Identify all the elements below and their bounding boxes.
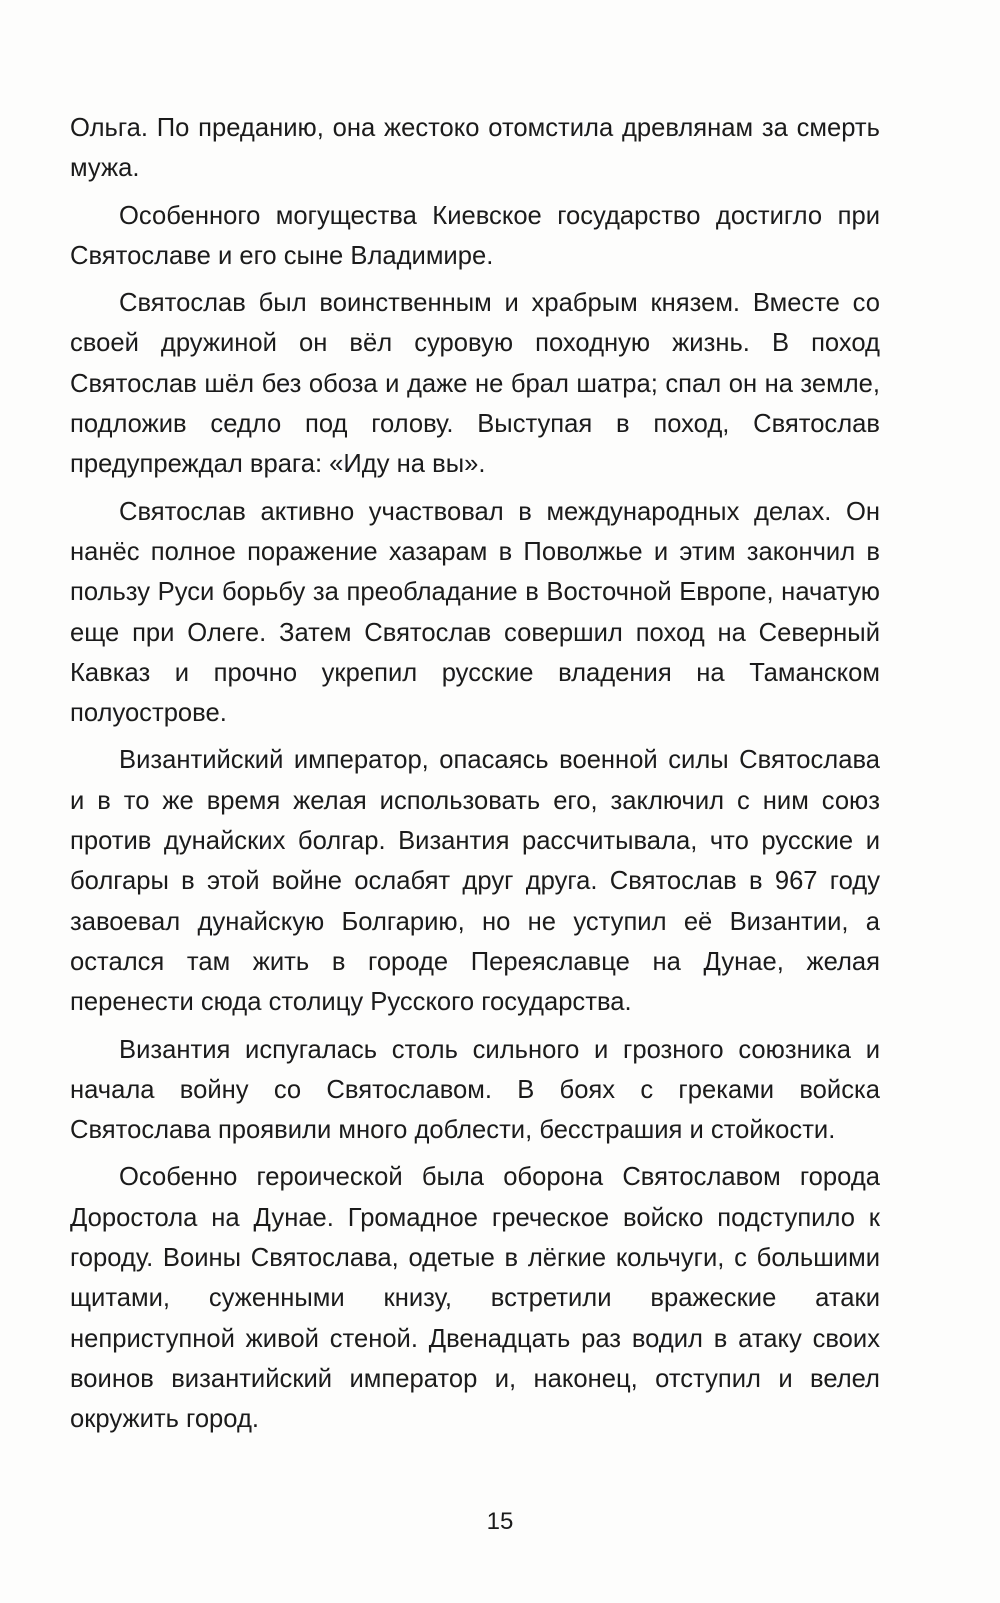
page-body-text [70,108,880,1447]
paragraph-5: Византийский император, опасаясь военной силы Святослава и в то же время желая использовать его, заключил с ним союз против дунайских болгар. Византия рассчитывала, что русские и болгары в этой войне ослабят друг друга. Святослав в 967 году завоевал дунайскую Болгарию, но не уступил её Византии, а остался там жить в городе Переяславце на Дунае, желая перенести сюда столицу Русского государства. [70,746,880,1017]
paragraph-7: Особенно героической была оборона Святославом города Доростола на Дунае. Громадное греческое войско подступило к городу. Воины Святослава, одетые в лёгкие кольчуги, с большими щитами, суженными книзу, встретили вражеские атаки неприступной живой стеной. Двенадцать раз водил в атаку своих воинов византийский император и, наконец, отступил и велел окружить город. [70,1163,880,1434]
paragraph-6: Византия испугалась столь сильного и грозного союзника и начала войну со Святославом. В боях с греками войска Святослава проявили много доблести, бесстрашия и стойкости. [70,1035,880,1145]
paragraph-3: Святослав был воинственным и храбрым князем. Вместе со своей дружиной он вёл суровую походную жизнь. В поход Святослав шёл без обоза и даже не брал шатра; спал он на земле, подложив седло под голову. Выступая в поход, Святослав предупреждал врага: «Иду на вы». [70,289,880,479]
paragraph-2: Особенного могущества Киевское государство достигло при Святославе и его сыне Владимире. [70,201,880,270]
page-number: 15 [486,1508,514,1535]
paragraph-1: Ольга. По преданию, она жестоко отомстила древлянам за смерть мужа. [70,114,880,183]
paragraph-4: Святослав активно участвовал в международных делах. Он нанёс полное поражение хазарам в Поволжье и этим закончил в пользу Руси борьбу за преобладание в Восточной Европе, начатую еще при Олеге. Затем Святослав совершил поход на Северный Кавказ и прочно укрепил русские владения на Таманском полуострове. [70,497,880,728]
